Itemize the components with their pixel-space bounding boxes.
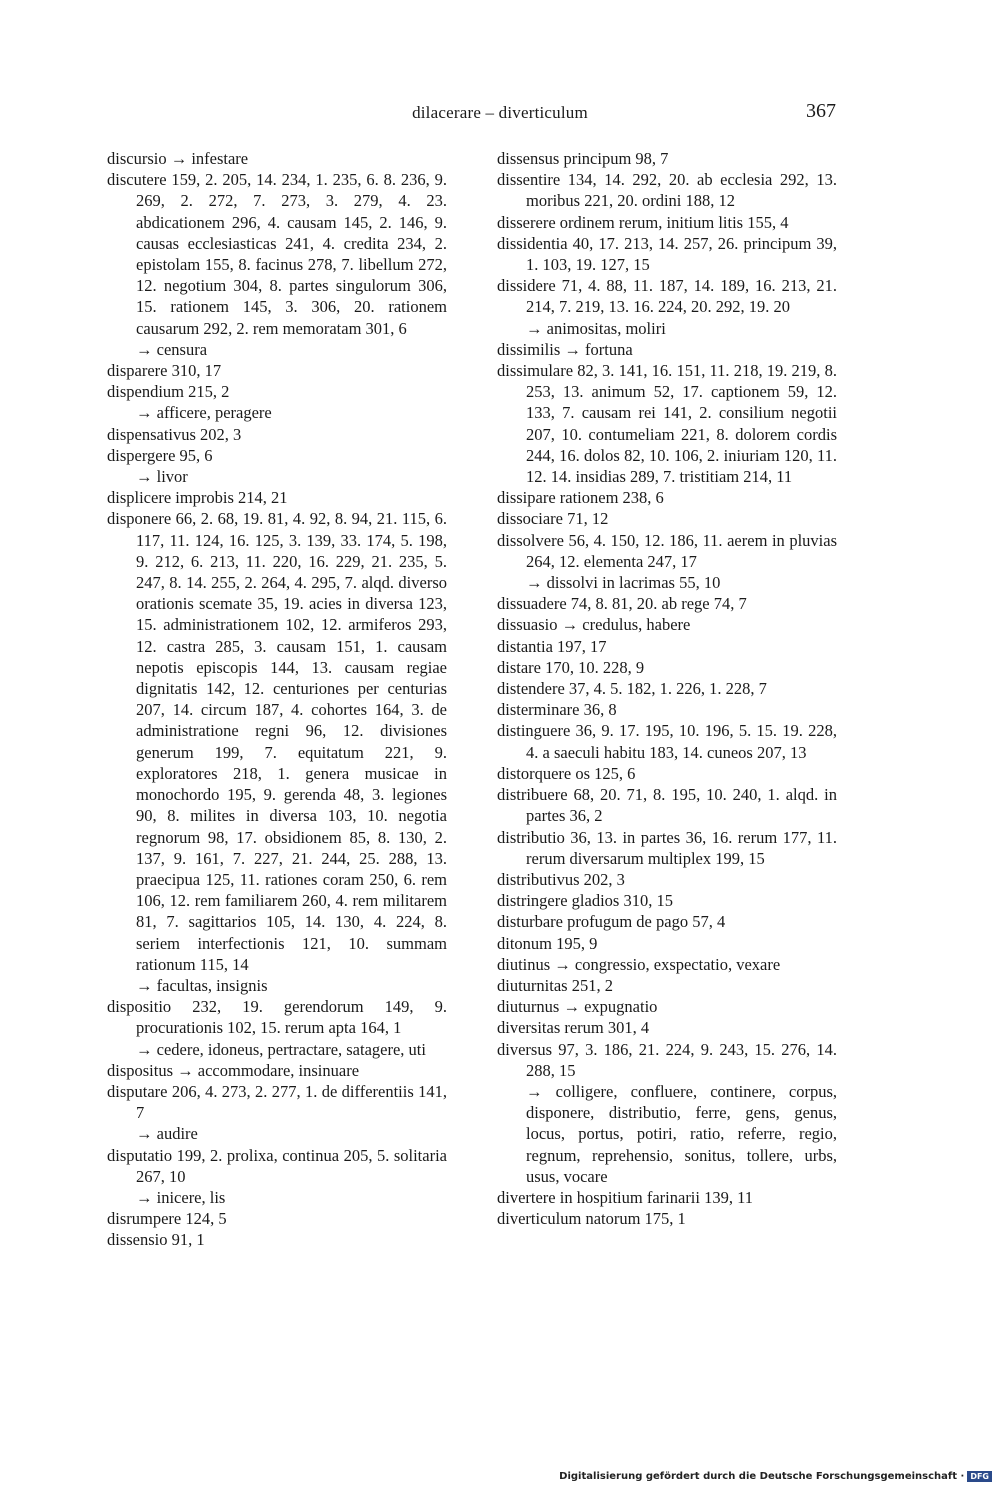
cross-reference: → facultas, insignis	[136, 975, 268, 995]
index-entry: dissidentia 40, 17. 213, 14. 257, 26. principum 39, 1. 103, 19. 127, 15	[497, 233, 837, 275]
cross-reference: → censura	[136, 339, 208, 359]
cross-reference: → animositas, moliri	[526, 318, 666, 338]
index-entry: divertere in hospitium farinarii 139, 11	[497, 1187, 753, 1207]
index-entry: disponere 66, 2. 68, 19. 81, 4. 92, 8. 94, 21. 115, 6. 117, 11. 124, 16. 125, 3. 139, 33. 174, 5. 198, 9. 212, 6. 213, 11. 220, 16. 229, 21. 235, 5. 247, 8. 14. 255, 2. 264, 4. 295, 7. alqd. diverso orationis scemate 35, 19. acies in diversa 123, 15. administrationem 102, 12. armiferos 293, 12. castra 285, 3. causam 151, 1. causam nepotis episcopis 144, 13. causam regiae dignitatis 142, 12. centuriones per centurias 207, 14. circum 187, 4. cohortes 164, 3. de administratione regni 96, 12. divisiones generum 199, 7. equitatum 221, 9. exploratores 218, 1. genera musicae in monochordo 195, 9. gerenda 48, 3. legiones 90, 8. milites in diversa 103, 10. negotia regnorum 98, 17. obsidionem 85, 8. 130, 2. 137, 9. 161, 7. 227, 21. 244, 25. 288, 13. praecipua 125, 11. rationes coram 250, 6. rem 106, 12. rem familiarem 260, 4. rem militarem 81, 7. sagittarios 105, 14. 130, 4. 224, 8. seriem interfectionis 121, 10. summam rationum 115, 14	[107, 509, 447, 974]
cross-reference: → afficere, peragere	[136, 403, 272, 423]
index-entry: distributio 36, 13. in partes 36, 16. rerum 177, 11. rerum diversarum multiplex 199, 15	[497, 827, 837, 868]
cross-reference: → cedere, idoneus, pertractare, satagere, uti	[136, 1039, 426, 1059]
index-entry: dispositus → accommodare, insinuare	[107, 1060, 360, 1080]
index-entry: diverticulum natorum 175, 1	[497, 1209, 686, 1229]
cross-reference: → audire	[136, 1124, 198, 1144]
index-entry: dissociare 71, 12	[497, 509, 609, 529]
index-entry: discutere 159, 2. 205, 14. 234, 1. 235, 6. 8. 236, 9. 269, 2. 272, 7. 273, 3. 279, 4. 23. abdicationem 296, 4. causam 145, 2. 146, 9. causas ecclesiasticas 241, 4. credita 234, 2. epistolam 155, 8. facinus 278, 7. libellum 272, 12. negotium 304, 8. partes singulorum 306, 15. rationem 145, 3. 306, 20. rationem causarum 292, 2. rem memoratam 301, 6	[107, 170, 447, 338]
index-entry: dissolvere 56, 4. 150, 12. 186, 11. aerem in pluvias 264, 12. elementa 247, 17	[497, 530, 837, 571]
index-entry: distringere gladios 310, 15	[497, 891, 673, 911]
index-entry: dissimulare 82, 3. 141, 16. 151, 11. 218, 19. 219, 8. 253, 13. animum 52, 17. captionem 59, 12. 133, 7. causam rei 141, 2. consilium negotii 207, 10. contumeliam 221, 8. dolorem cordis 244, 16. dolos 82, 10. 106, 2. iniuriam 120, 11. 12. 14. insidias 289, 7. tristitiam 214, 11	[497, 361, 837, 487]
index-column-left	[107, 148, 447, 1251]
index-entry: distantia 197, 17	[497, 636, 607, 656]
cross-reference: → colligere, confluere, continere, corpus, disponere, distributio, ferre, gens, genus, locus, portus, potiri, ratio, referre, regio, regnum, reprehensio, sonitus, tollere, urbs, usus, vocare	[526, 1081, 837, 1186]
index-entry: distare 170, 10. 228, 9	[497, 657, 645, 677]
index-entry: distributivus 202, 3	[497, 869, 625, 889]
index-entry: dissentire 134, 14. 292, 20. ab ecclesia 292, 13. moribus 221, 20. ordini 188, 12	[497, 170, 837, 211]
index-entry: distribuere 68, 20. 71, 8. 195, 10. 240, 1. alqd. in partes 36, 2	[497, 785, 837, 826]
cross-reference: → inicere, lis	[136, 1187, 226, 1207]
index-entry: dissuadere 74, 8. 81, 20. ab rege 74, 7	[497, 594, 747, 614]
footer-credit	[559, 1471, 992, 1482]
index-entry: disterminare 36, 8	[497, 700, 617, 720]
index-entry: diuturnitas 251, 2	[497, 975, 613, 995]
index-entry: dissensus principum 98, 7	[497, 149, 669, 168]
index-entry: dispensativus 202, 3	[107, 424, 242, 444]
index-entry: displicere improbis 214, 21	[107, 488, 288, 508]
cross-reference: → livor	[136, 467, 188, 487]
dfg-logo: DFG	[967, 1471, 992, 1482]
index-entry: diversus 97, 3. 186, 21. 224, 9. 243, 15. 276, 14. 288, 15	[497, 1039, 837, 1080]
index-column-right	[497, 148, 837, 1229]
index-entry: dissidere 71, 4. 88, 11. 187, 14. 189, 16. 213, 21. 214, 7. 219, 13. 16. 224, 20. 292, 19. 20	[497, 276, 837, 317]
index-entry: diutinus → congressio, exspectatio, vexare	[497, 954, 781, 974]
index-entry: disturbare profugum de pago 57, 4	[497, 912, 726, 932]
cross-reference: → dissolvi in lacrimas 55, 10	[526, 573, 721, 593]
page-number: 367	[806, 100, 836, 122]
index-entry: dispositio 232, 19. gerendorum 149, 9. procurationis 102, 15. rerum apta 164, 1	[107, 997, 447, 1038]
index-entry: disparere 310, 17	[107, 361, 222, 381]
index-entry: dispendium 215, 2	[107, 382, 230, 402]
index-entry: distorquere os 125, 6	[497, 763, 636, 783]
index-entry: distinguere 36, 9. 17. 195, 10. 196, 5. 15. 19. 228, 4. a saeculi habitu 183, 14. cuneos 207, 13	[497, 721, 837, 762]
index-entry: dissuasio → credulus, habere	[497, 615, 691, 635]
index-entry: discursio → infestare	[107, 149, 249, 168]
index-entry: disserere ordinem rerum, initium litis 155, 4	[497, 212, 789, 232]
index-entry: dissipare rationem 238, 6	[497, 488, 664, 508]
header-title: dilacerare – diverticulum	[412, 103, 588, 122]
index-entry: distendere 37, 4. 5. 182, 1. 226, 1. 228, 7	[497, 679, 767, 699]
index-entry: ditonum 195, 9	[497, 933, 598, 953]
index-entry: disrumpere 124, 5	[107, 1209, 227, 1229]
footer-text: Digitalisierung gefördert durch die Deutsche Forschungsgemeinschaft ·	[559, 1471, 965, 1482]
index-entry: disputatio 199, 2. prolixa, continua 205, 5. solitaria 267, 10	[107, 1145, 447, 1186]
index-entry: dispergere 95, 6	[107, 445, 213, 465]
index-entry: dissensio 91, 1	[107, 1230, 205, 1250]
index-entry: diuturnus → expugnatio	[497, 997, 658, 1017]
index-entry: diversitas rerum 301, 4	[497, 1018, 650, 1038]
index-entry: dissimilis → fortuna	[497, 339, 633, 359]
index-entry: disputare 206, 4. 273, 2. 277, 1. de differentiis 141, 7	[107, 1081, 447, 1123]
